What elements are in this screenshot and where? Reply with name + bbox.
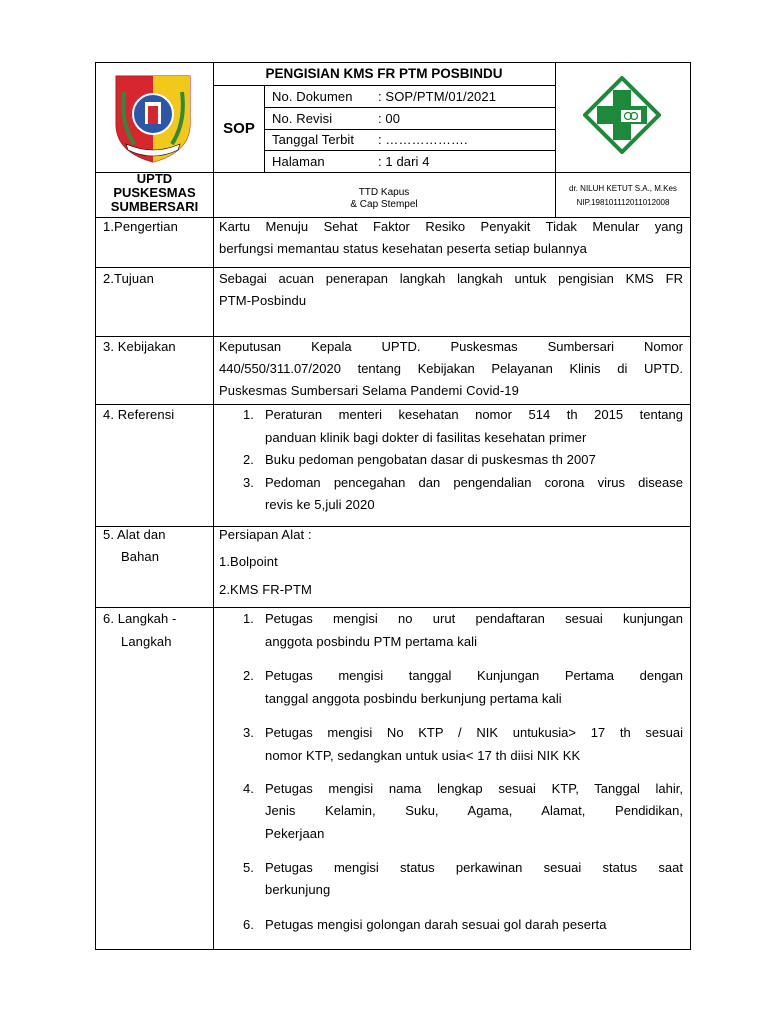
ttd-line-2: & Cap Stempel bbox=[350, 199, 418, 210]
section-label-langkah-line-2: Langkah bbox=[121, 634, 172, 649]
referensi-item-2-number: 2. bbox=[243, 452, 254, 467]
section-label-referensi: 4. Referensi bbox=[103, 407, 175, 422]
meta-label-tanggal: Tanggal Terbit bbox=[272, 132, 355, 147]
meta-label-revisi: No. Revisi bbox=[272, 111, 333, 126]
meta-value-tanggal: : ………………. bbox=[378, 132, 468, 147]
org-line-2: PUSKESMAS bbox=[113, 185, 196, 200]
meta-row-border-3 bbox=[264, 150, 556, 151]
jember-emblem-logo bbox=[112, 72, 194, 164]
section-label-langkah-line-1: 6. Langkah - bbox=[103, 611, 177, 626]
kebijakan-line-1: Keputusan Kepala UPTD. Puskesmas Sumbersari Nomor bbox=[219, 339, 683, 354]
signer-block bbox=[556, 182, 690, 210]
langkah-item-3-line-1: Petugas mengisi No KTP / NIK untukusia> 17 th sesuai bbox=[265, 725, 683, 740]
langkah-item-6-line-1: Petugas mengisi golongan darah sesuai gol darah peserta bbox=[265, 917, 607, 932]
meta-value-halaman: : 1 dari 4 bbox=[378, 154, 430, 169]
langkah-item-2-line-2: tanggal anggota posbindu berkunjung pertama kali bbox=[265, 691, 562, 706]
org-line-3: SUMBERSARI bbox=[110, 199, 199, 214]
section-label-kebijakan: 3. Kebijakan bbox=[103, 339, 176, 354]
table-left-border bbox=[95, 62, 96, 950]
pengertian-line-2: berfungsi memantau status kesehatan peserta setiap bulannya bbox=[219, 241, 587, 256]
org-line-1: UPTD bbox=[136, 171, 173, 186]
header-bottom-border bbox=[95, 217, 691, 218]
meta-value-dokumen: : SOP/PTM/01/2021 bbox=[378, 89, 497, 104]
tujuan-line-1: Sebagai acuan penerapan langkah langkah untuk pengisian KMS FR bbox=[219, 271, 683, 286]
pengertian-line-1: Kartu Menuju Sehat Faktor Resiko Penyakit Tidak Menular yang bbox=[219, 219, 683, 234]
body-column-divider bbox=[213, 217, 214, 949]
document-title: PENGISIAN KMS FR PTM POSBINDU bbox=[265, 66, 503, 81]
langkah-item-4-line-2: Jenis Kelamin, Suku, Agama, Alamat, Pendidikan, bbox=[265, 803, 683, 818]
langkah-item-6-number: 6. bbox=[243, 917, 254, 932]
table-top-border bbox=[95, 62, 691, 63]
row-border-1 bbox=[95, 267, 691, 268]
row-border-2 bbox=[95, 336, 691, 337]
langkah-item-3-number: 3. bbox=[243, 725, 254, 740]
puskesmas-logo bbox=[583, 76, 661, 154]
signer-nip: NIP.198101112011012008 bbox=[576, 198, 670, 207]
organization-name bbox=[97, 172, 212, 214]
kebijakan-line-3: Puskesmas Sumbersari Selama Pandemi Covid-19 bbox=[219, 383, 519, 398]
meta-value-revisi: : 00 bbox=[378, 111, 401, 126]
section-label-tujuan: 2.Tujuan bbox=[103, 271, 154, 286]
meta-label-halaman: Halaman bbox=[272, 154, 325, 169]
section-label-alat-line-2: Bahan bbox=[121, 549, 160, 564]
referensi-item-3-number: 3. bbox=[243, 475, 254, 490]
meta-row-border-2 bbox=[264, 129, 556, 130]
langkah-item-3-line-2: nomor KTP, sedangkan untuk usia< 17 th diisi NIK KK bbox=[265, 748, 581, 763]
row-border-4 bbox=[95, 526, 691, 527]
langkah-item-2-line-1: Petugas mengisi tanggal Kunjungan Pertama dengan bbox=[265, 668, 683, 683]
ttd-line-1: TTD Kapus bbox=[358, 187, 410, 198]
referensi-item-3-line-1: Pedoman pencegahan dan pengendalian corona virus disease bbox=[265, 475, 683, 490]
langkah-item-4-line-1: Petugas mengisi nama lengkap sesuai KTP, Tanggal lahir, bbox=[265, 781, 683, 796]
alat-line-1: Persiapan Alat : bbox=[219, 527, 312, 542]
langkah-item-1-number: 1. bbox=[243, 611, 254, 626]
referensi-item-1-line-1: Peraturan menteri kesehatan nomor 514 th 2015 tentang bbox=[265, 407, 683, 422]
table-right-border bbox=[690, 62, 691, 950]
langkah-item-1-line-2: anggota posbindu PTM pertama kali bbox=[265, 634, 478, 649]
signer-name: dr. NILUH KETUT S.A., M.Kes bbox=[569, 184, 677, 193]
langkah-item-2-number: 2. bbox=[243, 668, 254, 683]
langkah-item-5-number: 5. bbox=[243, 860, 254, 875]
langkah-item-5-line-1: Petugas mengisi status perkawinan sesuai status saat bbox=[265, 860, 683, 875]
langkah-item-4-line-3: Pekerjaan bbox=[265, 826, 325, 841]
table-bottom-border bbox=[95, 949, 691, 950]
referensi-item-2-line-1: Buku pedoman pengobatan dasar di puskesmas th 2007 bbox=[265, 452, 596, 467]
referensi-item-1-number: 1. bbox=[243, 407, 254, 422]
referensi-item-3-line-2: revis ke 5,juli 2020 bbox=[265, 497, 375, 512]
section-label-alat-line-1: 5. Alat dan bbox=[103, 527, 166, 542]
tujuan-line-2: PTM-Posbindu bbox=[219, 293, 307, 308]
langkah-item-5-line-2: berkunjung bbox=[265, 882, 331, 897]
sop-label: SOP bbox=[223, 120, 255, 137]
row-border-3 bbox=[95, 404, 691, 405]
row-border-5 bbox=[95, 607, 691, 608]
meta-row-border-1 bbox=[264, 107, 556, 108]
referensi-item-1-line-2: panduan klinik bagi dokter di fasilitas kesehatan primer bbox=[265, 430, 587, 445]
alat-line-3: 2.KMS FR-PTM bbox=[219, 582, 312, 597]
section-label-pengertian: 1.Pengertian bbox=[103, 219, 178, 234]
langkah-item-1-line-1: Petugas mengisi no urut pendaftaran sesuai kunjungan bbox=[265, 611, 683, 626]
langkah-item-4-number: 4. bbox=[243, 781, 254, 796]
kebijakan-line-2: 440/550/311.07/2020 tentang Kebijakan Pelayanan Klinis di UPTD. bbox=[219, 361, 683, 376]
alat-line-2: 1.Bolpoint bbox=[219, 554, 278, 569]
meta-label-dokumen: No. Dokumen bbox=[272, 89, 353, 104]
signature-placeholder bbox=[214, 187, 554, 211]
